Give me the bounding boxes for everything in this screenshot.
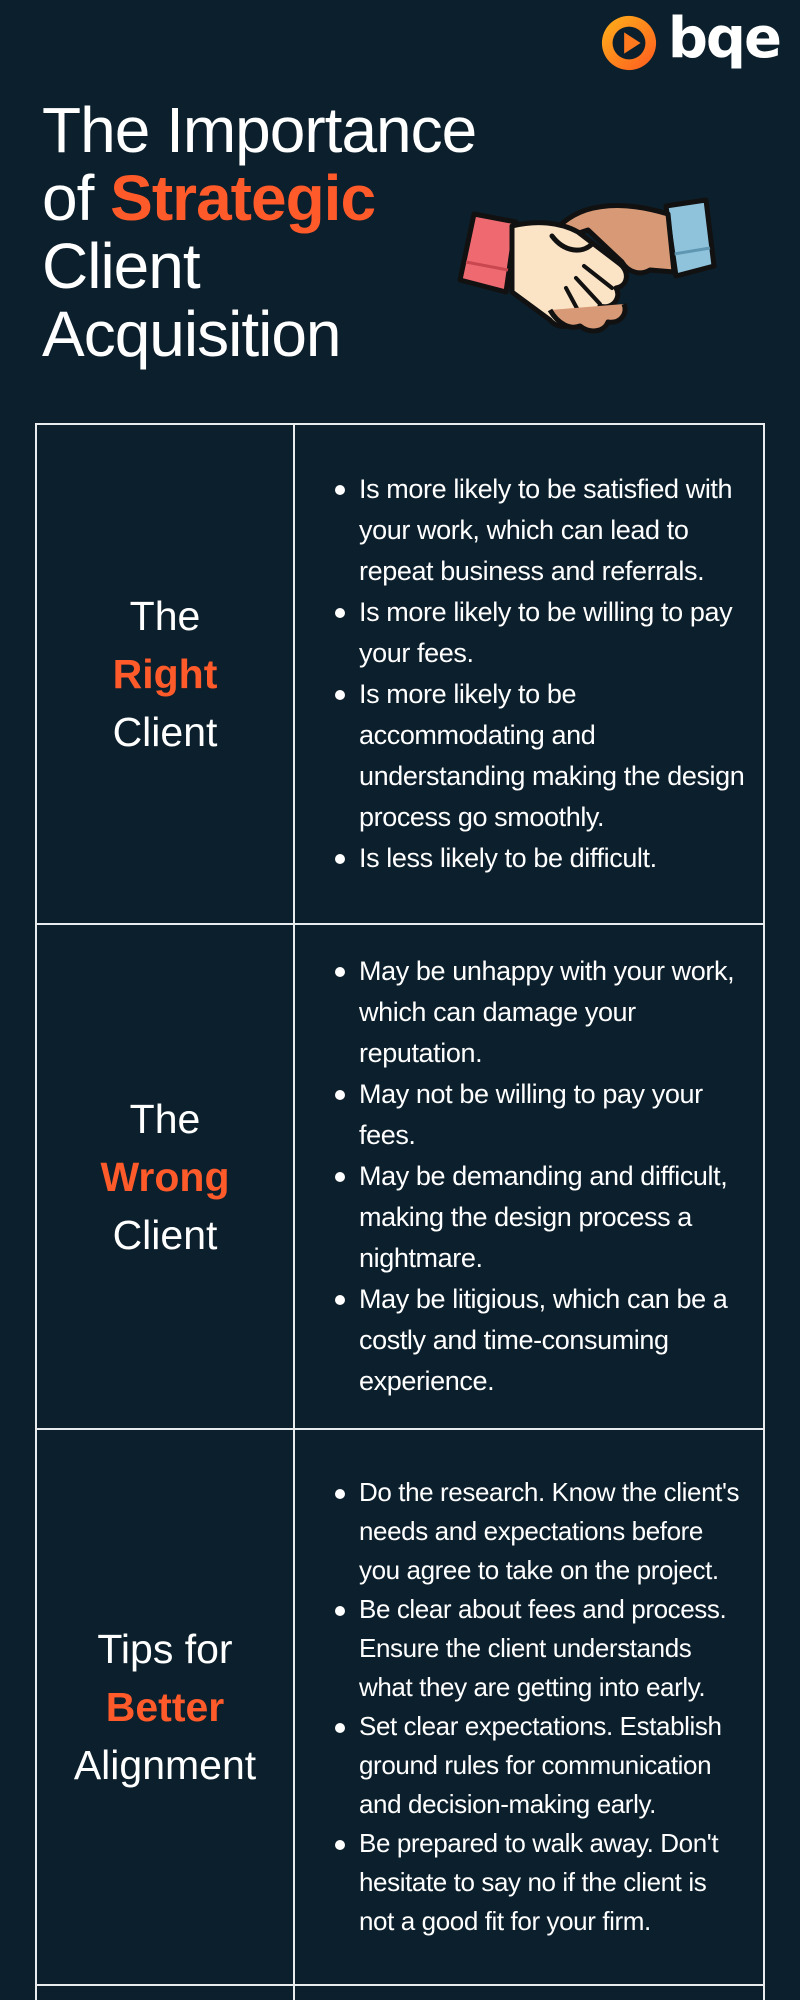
list-item: May be demanding and difficult, making the design process a nightmare. [359, 1156, 745, 1279]
row-label-accent: Better [105, 1684, 225, 1730]
row-bullets-empty [294, 1985, 764, 2000]
list-item: Set clear expectations. Establish ground rules for communication and decision-making early. [359, 1707, 745, 1824]
brand-logo [600, 6, 780, 72]
table-row-right-client [36, 424, 764, 924]
list-item: Is more likely to be accommodating and understanding making the design process go smoothly. [359, 674, 745, 838]
list-item: Do the research. Know the client's needs and expectations before you agree to take on the project. [359, 1473, 745, 1590]
row-label-accent: Wrong [100, 1153, 230, 1200]
title-highlight: Strategic [110, 162, 376, 234]
row-bullets [294, 1429, 764, 1985]
row-bullets [294, 424, 764, 924]
bullet-list [335, 469, 745, 879]
bullet-list [335, 1473, 745, 1941]
bullet-list [335, 951, 745, 1402]
title-line-1: The Importance [42, 94, 477, 166]
row-label-top: The [129, 1095, 201, 1142]
row-label-top: The [129, 593, 201, 639]
row-label [36, 424, 294, 924]
table-row-continued [36, 1985, 764, 2000]
page-title [42, 96, 476, 368]
list-item: Is less likely to be difficult. [359, 838, 745, 879]
list-item: Is more likely to be willing to pay your fees. [359, 592, 745, 674]
title-line-3: Client [42, 230, 200, 302]
list-item: May be litigious, which can be a costly and time-consuming experience. [359, 1279, 745, 1402]
table-row-wrong-client [36, 924, 764, 1429]
list-item: Be prepared to walk away. Don't hesitate to say no if the client is not a good fit for your firm. [359, 1824, 745, 1941]
row-label-empty [36, 1985, 294, 2000]
row-label-bottom: Client [112, 1211, 218, 1258]
row-label-bottom: Client [112, 709, 218, 755]
list-item: Be clear about fees and process. Ensure the client understands what they are getting into early. [359, 1590, 745, 1707]
list-item: May not be willing to pay your fees. [359, 1074, 745, 1156]
title-line-4: Acquisition [42, 298, 341, 370]
list-item: Is more likely to be satisfied with your work, which can lead to repeat business and referrals. [359, 469, 745, 592]
list-item: May be unhappy with your work, which can damage your reputation. [359, 951, 745, 1074]
brand-logo-text: bqe [667, 6, 780, 71]
row-label [36, 1429, 294, 1985]
row-label-bottom: Alignment [73, 1742, 257, 1788]
comparison-table [35, 423, 765, 2000]
handshake-icon [452, 192, 724, 342]
row-label-top: Tips for [97, 1626, 233, 1672]
row-bullets [294, 924, 764, 1429]
bqe-logo-mark-icon [600, 14, 658, 72]
table-row-tips [36, 1429, 764, 1985]
title-of: of [42, 162, 94, 234]
row-label [36, 924, 294, 1429]
row-label-accent: Right [112, 651, 218, 697]
